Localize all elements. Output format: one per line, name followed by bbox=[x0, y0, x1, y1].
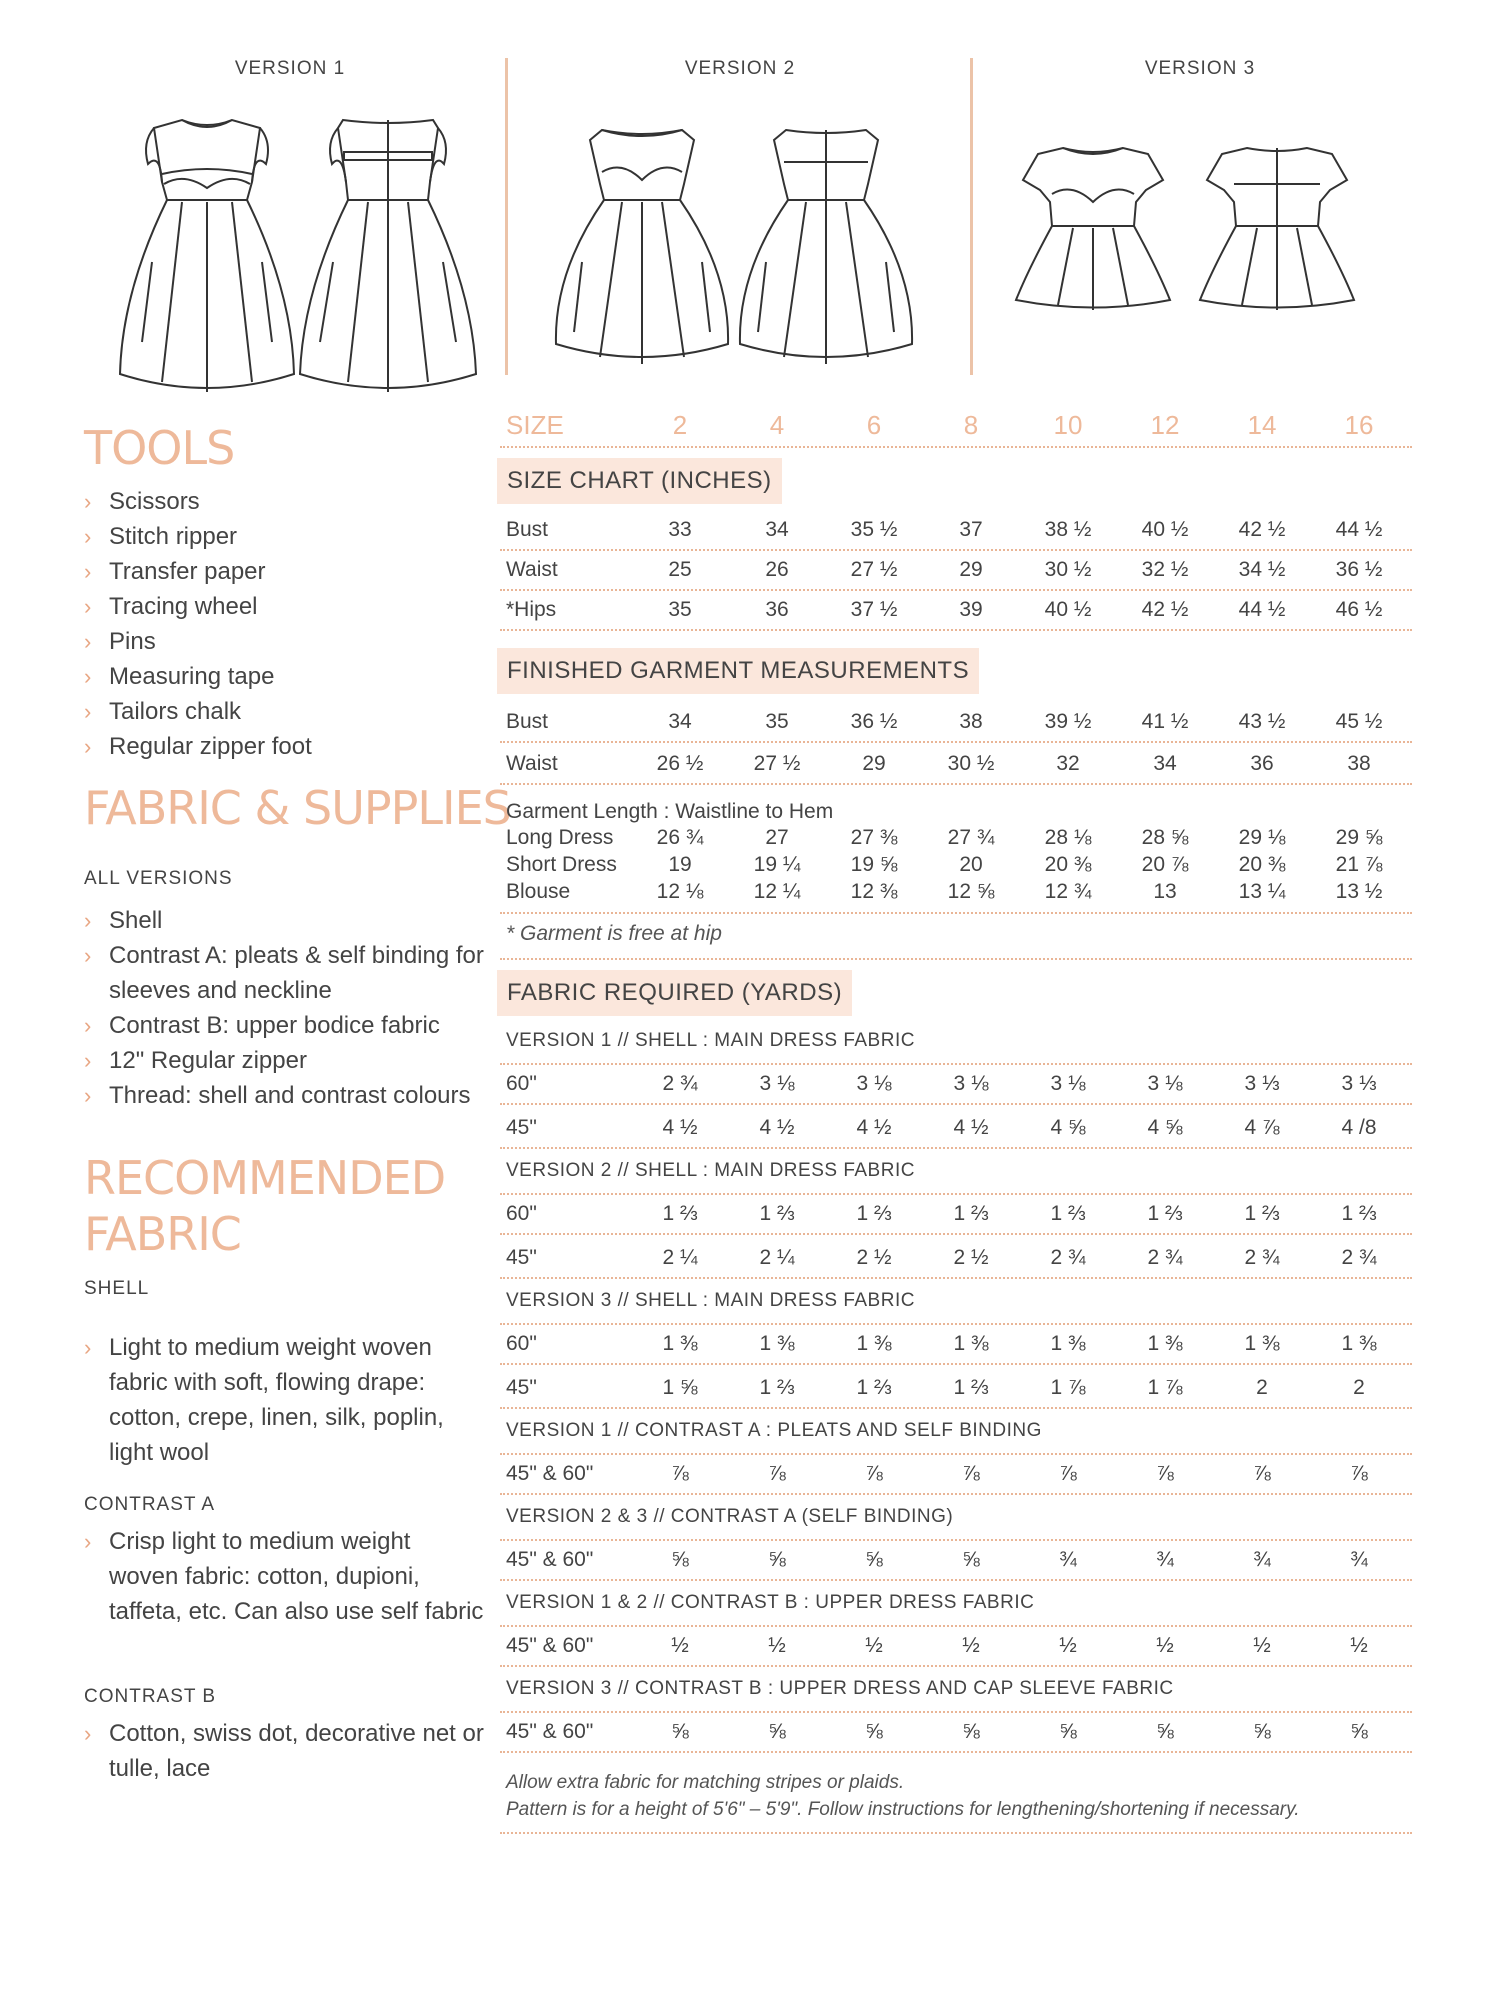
divider bbox=[500, 1453, 1412, 1455]
table-cell: 36 bbox=[1250, 752, 1274, 775]
table-cell: 1 ⅞ bbox=[1147, 1376, 1183, 1399]
table-cell: 2 ¾ bbox=[1244, 1246, 1280, 1269]
fabric-group-label: VERSION 1 // CONTRAST A : PLEATS AND SELF BINDING bbox=[506, 1420, 1042, 1441]
size-10: 10 bbox=[1053, 410, 1083, 440]
table-cell: 4 ½ bbox=[759, 1116, 795, 1139]
divider bbox=[500, 629, 1412, 631]
table-cell: 3 ⅓ bbox=[1244, 1072, 1280, 1095]
table-cell: 3 ⅛ bbox=[856, 1072, 892, 1095]
table-cell: ¾ bbox=[1156, 1548, 1174, 1571]
table-cell: 27 ⅜ bbox=[850, 826, 898, 849]
table-cell: ⅞ bbox=[1059, 1462, 1077, 1485]
divider bbox=[500, 1493, 1412, 1495]
table-cell: 34 bbox=[765, 518, 789, 541]
table-cell: ½ bbox=[768, 1634, 786, 1657]
table-cell: 2 ¾ bbox=[662, 1072, 698, 1095]
table-cell: 4 ⅝ bbox=[1147, 1116, 1183, 1139]
table-cell: 4 ½ bbox=[662, 1116, 698, 1139]
divider bbox=[500, 446, 1412, 448]
fabric-group-label: VERSION 2 & 3 // CONTRAST A (SELF BINDING) bbox=[506, 1506, 954, 1527]
table-cell: 1 ⅜ bbox=[856, 1332, 892, 1355]
supplies-list bbox=[84, 903, 494, 1113]
recommended-fabric-heading-line1: RECOMMENDED bbox=[84, 1151, 446, 1205]
table-cell: 42 ½ bbox=[1238, 518, 1286, 541]
tools-heading: TOOLS bbox=[84, 421, 235, 475]
divider bbox=[500, 549, 1412, 551]
table-cell: ⅞ bbox=[865, 1462, 883, 1485]
size-2: 2 bbox=[672, 410, 688, 440]
table-cell: ⅝ bbox=[1059, 1720, 1077, 1743]
divider bbox=[500, 1233, 1412, 1235]
table-cell: ½ bbox=[962, 1634, 980, 1657]
version-2-label: VERSION 2 bbox=[684, 58, 796, 79]
table-cell: ⅞ bbox=[962, 1462, 980, 1485]
table-cell: ½ bbox=[1156, 1634, 1174, 1657]
table-cell: 1 ⅔ bbox=[953, 1376, 989, 1399]
table-cell: 40 ½ bbox=[1044, 598, 1092, 621]
table-cell: 35 ½ bbox=[850, 518, 898, 541]
table-cell: 45 ½ bbox=[1335, 710, 1383, 733]
divider bbox=[500, 1539, 1412, 1541]
table-cell: 1 ⅔ bbox=[1147, 1202, 1183, 1225]
version-2-front-dress-illustration bbox=[552, 122, 732, 372]
contrast-a-fabric-list bbox=[84, 1524, 484, 1629]
divider bbox=[500, 783, 1412, 785]
version-1-front-dress-illustration bbox=[112, 112, 302, 402]
divider bbox=[500, 1277, 1412, 1279]
table-cell: 20 ⅜ bbox=[1238, 853, 1286, 876]
fabric-supplies-heading: FABRIC & SUPPLIES bbox=[84, 781, 511, 835]
table-cell: 1 ⅞ bbox=[1050, 1376, 1086, 1399]
table-cell: 19 ⅝ bbox=[850, 853, 898, 876]
version-3-label: VERSION 3 bbox=[1144, 58, 1256, 79]
table-cell: 29 bbox=[862, 752, 886, 775]
size-chart-title: SIZE CHART (INCHES) bbox=[497, 458, 782, 504]
table-cell: 1 ⅜ bbox=[759, 1332, 795, 1355]
row-label: Bust bbox=[506, 710, 549, 733]
table-cell: 12 ¼ bbox=[753, 880, 801, 903]
list-item: › Stitch ripper bbox=[84, 519, 494, 554]
divider bbox=[500, 1625, 1412, 1627]
table-cell: 2 bbox=[1256, 1376, 1268, 1399]
table-cell: 37 ½ bbox=[850, 598, 898, 621]
table-cell: 28 ⅝ bbox=[1141, 826, 1189, 849]
table-cell: 43 ½ bbox=[1238, 710, 1286, 733]
row-label: 60" bbox=[506, 1072, 537, 1095]
table-cell: 19 bbox=[668, 853, 692, 876]
row-label: 45" & 60" bbox=[506, 1634, 594, 1657]
table-cell: 2 ½ bbox=[953, 1246, 989, 1269]
table-cell: 2 ¼ bbox=[759, 1246, 795, 1269]
table-cell: 12 ⅝ bbox=[947, 880, 995, 903]
table-cell: 13 bbox=[1153, 880, 1177, 903]
table-cell: ⅞ bbox=[768, 1462, 786, 1485]
table-cell: 1 ⅝ bbox=[662, 1376, 698, 1399]
contrast-b-fabric-list bbox=[84, 1716, 484, 1786]
table-cell: 27 ½ bbox=[753, 752, 801, 775]
list-item: › Tracing wheel bbox=[84, 589, 494, 624]
table-cell: 12 ¾ bbox=[1044, 880, 1092, 903]
table-cell: 3 ⅛ bbox=[1147, 1072, 1183, 1095]
shell-subheading: SHELL bbox=[84, 1278, 150, 1299]
table-cell: 4 ⅞ bbox=[1244, 1116, 1280, 1139]
list-item: › Light to medium weight woven fabric with soft, flowing drape: cotton, crepe, linen, silk, poplin, light wool bbox=[84, 1330, 484, 1470]
table-cell: ½ bbox=[1253, 1634, 1271, 1657]
list-item: › Shell bbox=[84, 903, 494, 938]
tools-list bbox=[84, 484, 494, 764]
garment-length-title: Garment Length : Waistline to Hem bbox=[506, 800, 834, 823]
table-cell: 2 ½ bbox=[856, 1246, 892, 1269]
list-item: › Tailors chalk bbox=[84, 694, 494, 729]
footnote-height: Pattern is for a height of 5'6" – 5'9". Follow instructions for lengthening/shortening if necessary. bbox=[506, 1799, 1300, 1820]
table-cell: 32 bbox=[1056, 752, 1080, 775]
row-label: 60" bbox=[506, 1332, 537, 1355]
table-cell: 44 ½ bbox=[1335, 518, 1383, 541]
finished-measurements-title: FINISHED GARMENT MEASUREMENTS bbox=[497, 648, 979, 694]
list-item: › Thread: shell and contrast colours bbox=[84, 1078, 494, 1113]
list-item: › Regular zipper foot bbox=[84, 729, 494, 764]
list-item: › 12" Regular zipper bbox=[84, 1043, 494, 1078]
size-8: 8 bbox=[963, 410, 979, 440]
row-label: Bust bbox=[506, 518, 549, 541]
table-cell: 1 ⅜ bbox=[1244, 1332, 1280, 1355]
list-item: › Contrast B: upper bodice fabric bbox=[84, 1008, 494, 1043]
list-item: › Contrast A: pleats & self binding for sleeves and neckline bbox=[84, 938, 494, 1008]
table-cell: ¾ bbox=[1350, 1548, 1368, 1571]
row-label: 45" bbox=[506, 1116, 537, 1139]
size-4: 4 bbox=[769, 410, 785, 440]
table-cell: ⅞ bbox=[671, 1462, 689, 1485]
table-cell: 2 bbox=[1353, 1376, 1365, 1399]
divider bbox=[500, 1063, 1412, 1065]
table-cell: ⅝ bbox=[671, 1548, 689, 1571]
table-cell: 12 ⅛ bbox=[656, 880, 704, 903]
table-cell: 1 ⅔ bbox=[856, 1202, 892, 1225]
table-cell: 26 bbox=[765, 558, 789, 581]
row-label: *Hips bbox=[506, 598, 557, 621]
table-cell: 27 ¾ bbox=[947, 826, 995, 849]
row-label: Short Dress bbox=[506, 853, 617, 876]
table-cell: 13 ¼ bbox=[1238, 880, 1286, 903]
row-label: 45" bbox=[506, 1376, 537, 1399]
row-label: 45" & 60" bbox=[506, 1548, 594, 1571]
table-cell: 32 ½ bbox=[1141, 558, 1189, 581]
table-cell: ½ bbox=[671, 1634, 689, 1657]
table-cell: 35 bbox=[668, 598, 692, 621]
table-cell: 40 ½ bbox=[1141, 518, 1189, 541]
hip-note: * Garment is free at hip bbox=[506, 922, 722, 945]
table-cell: 38 bbox=[1347, 752, 1371, 775]
table-cell: ⅞ bbox=[1156, 1462, 1174, 1485]
table-cell: 1 ⅜ bbox=[953, 1332, 989, 1355]
table-cell: 2 ¼ bbox=[662, 1246, 698, 1269]
table-cell: ⅝ bbox=[865, 1720, 883, 1743]
table-cell: 1 ⅔ bbox=[856, 1376, 892, 1399]
table-cell: 1 ⅔ bbox=[1341, 1202, 1377, 1225]
fabric-group-label: VERSION 1 & 2 // CONTRAST B : UPPER DRESS FABRIC bbox=[506, 1592, 1035, 1613]
size-header-label: SIZE bbox=[506, 410, 564, 440]
table-cell: 3 ⅛ bbox=[759, 1072, 795, 1095]
divider bbox=[500, 1363, 1412, 1365]
table-cell: 27 ½ bbox=[850, 558, 898, 581]
table-cell: 39 ½ bbox=[1044, 710, 1092, 733]
table-cell: 36 bbox=[765, 598, 789, 621]
table-cell: 13 ½ bbox=[1335, 880, 1383, 903]
table-cell: 27 bbox=[765, 826, 789, 849]
table-cell: 44 ½ bbox=[1238, 598, 1286, 621]
table-cell: 29 bbox=[959, 558, 983, 581]
fabric-group-label: VERSION 3 // CONTRAST B : UPPER DRESS AND CAP SLEEVE FABRIC bbox=[506, 1678, 1174, 1699]
table-cell: 41 ½ bbox=[1141, 710, 1189, 733]
table-cell: 3 ⅓ bbox=[1341, 1072, 1377, 1095]
table-cell: ½ bbox=[1059, 1634, 1077, 1657]
table-cell: 20 ⅜ bbox=[1044, 853, 1092, 876]
divider bbox=[500, 1832, 1412, 1834]
all-versions-subheading: ALL VERSIONS bbox=[84, 868, 233, 889]
divider bbox=[500, 1751, 1412, 1753]
version-3-front-blouse-illustration bbox=[1008, 140, 1178, 320]
table-cell: 39 bbox=[959, 598, 983, 621]
version-1-label: VERSION 1 bbox=[234, 58, 346, 79]
version-1-back-dress-illustration bbox=[288, 112, 488, 402]
list-item: › Measuring tape bbox=[84, 659, 494, 694]
table-cell: 29 ⅛ bbox=[1238, 826, 1286, 849]
table-cell: 30 ½ bbox=[1044, 558, 1092, 581]
table-cell: 1 ⅔ bbox=[662, 1202, 698, 1225]
divider bbox=[500, 1665, 1412, 1667]
table-cell: 4 ⅝ bbox=[1050, 1116, 1086, 1139]
table-cell: ⅝ bbox=[962, 1548, 980, 1571]
table-cell: 2 ¾ bbox=[1341, 1246, 1377, 1269]
table-cell: 19 ¼ bbox=[753, 853, 801, 876]
table-cell: 1 ⅔ bbox=[759, 1202, 795, 1225]
table-cell: 12 ⅜ bbox=[850, 880, 898, 903]
table-cell: 26 ½ bbox=[656, 752, 704, 775]
size-14: 14 bbox=[1247, 410, 1277, 440]
divider bbox=[500, 1579, 1412, 1581]
list-item: › Transfer paper bbox=[84, 554, 494, 589]
table-cell: 46 ½ bbox=[1335, 598, 1383, 621]
table-cell: ½ bbox=[1350, 1634, 1368, 1657]
table-cell: 4 ½ bbox=[953, 1116, 989, 1139]
table-cell: 28 ⅛ bbox=[1044, 826, 1092, 849]
table-cell: ½ bbox=[865, 1634, 883, 1657]
table-cell: 36 ½ bbox=[1335, 558, 1383, 581]
table-cell: ⅝ bbox=[962, 1720, 980, 1743]
row-label: Waist bbox=[506, 558, 558, 581]
table-cell: 33 bbox=[668, 518, 692, 541]
table-cell: 1 ⅔ bbox=[1244, 1202, 1280, 1225]
table-cell: ⅝ bbox=[671, 1720, 689, 1743]
table-cell: 42 ½ bbox=[1141, 598, 1189, 621]
contrast-b-subheading: CONTRAST B bbox=[84, 1686, 217, 1707]
table-cell: ⅞ bbox=[1253, 1462, 1271, 1485]
table-cell: 1 ⅜ bbox=[662, 1332, 698, 1355]
list-item: › Cotton, swiss dot, decorative net or tulle, lace bbox=[84, 1716, 484, 1786]
version-divider-2 bbox=[970, 58, 973, 375]
table-cell: ¾ bbox=[1253, 1548, 1271, 1571]
row-label: 45" & 60" bbox=[506, 1462, 594, 1485]
table-cell: 34 bbox=[668, 710, 692, 733]
table-cell: 34 ½ bbox=[1238, 558, 1286, 581]
table-cell: 3 ⅛ bbox=[1050, 1072, 1086, 1095]
divider bbox=[500, 741, 1412, 743]
table-cell: 38 ½ bbox=[1044, 518, 1092, 541]
divider bbox=[500, 912, 1412, 914]
divider bbox=[500, 1147, 1412, 1149]
table-cell: ⅝ bbox=[1253, 1720, 1271, 1743]
fabric-group-label: VERSION 2 // SHELL : MAIN DRESS FABRIC bbox=[506, 1160, 915, 1181]
table-cell: 2 ¾ bbox=[1147, 1246, 1183, 1269]
fabric-required-title: FABRIC REQUIRED (YARDS) bbox=[497, 970, 852, 1016]
shell-fabric-list bbox=[84, 1330, 484, 1470]
table-cell: ⅝ bbox=[865, 1548, 883, 1571]
version-3-back-blouse-illustration bbox=[1192, 140, 1362, 320]
table-cell: 35 bbox=[765, 710, 789, 733]
table-cell: ⅞ bbox=[1350, 1462, 1368, 1485]
table-cell: ⅝ bbox=[1156, 1720, 1174, 1743]
table-cell: 2 ¾ bbox=[1050, 1246, 1086, 1269]
divider bbox=[500, 958, 1412, 960]
table-cell: 21 ⅞ bbox=[1335, 853, 1383, 876]
list-item: › Pins bbox=[84, 624, 494, 659]
contrast-a-subheading: CONTRAST A bbox=[84, 1494, 216, 1515]
divider bbox=[500, 1193, 1412, 1195]
table-cell: 30 ½ bbox=[947, 752, 995, 775]
divider bbox=[500, 1323, 1412, 1325]
size-16: 16 bbox=[1344, 410, 1374, 440]
table-cell: 1 ⅔ bbox=[1050, 1202, 1086, 1225]
table-cell: ⅝ bbox=[768, 1720, 786, 1743]
table-cell: ⅝ bbox=[768, 1548, 786, 1571]
table-cell: ⅝ bbox=[1350, 1720, 1368, 1743]
version-2-back-dress-illustration bbox=[736, 122, 916, 372]
table-cell: ¾ bbox=[1059, 1548, 1077, 1571]
row-label: Blouse bbox=[506, 880, 571, 903]
table-cell: 26 ¾ bbox=[656, 826, 704, 849]
table-cell: 1 ⅔ bbox=[759, 1376, 795, 1399]
divider bbox=[500, 1407, 1412, 1409]
divider bbox=[500, 1103, 1412, 1105]
version-divider-1 bbox=[505, 58, 508, 375]
row-label: Long Dress bbox=[506, 826, 614, 849]
size-6: 6 bbox=[866, 410, 882, 440]
table-cell: 34 bbox=[1153, 752, 1177, 775]
row-label: Waist bbox=[506, 752, 558, 775]
size-12: 12 bbox=[1150, 410, 1180, 440]
table-cell: 20 bbox=[959, 853, 983, 876]
divider bbox=[500, 589, 1412, 591]
list-item: › Crisp light to medium weight woven fabric: cotton, dupioni, taffeta, etc. Can also use self fabric bbox=[84, 1524, 484, 1629]
recommended-fabric-heading-line2: FABRIC bbox=[84, 1207, 241, 1261]
table-cell: 37 bbox=[959, 518, 983, 541]
row-label: 45" & 60" bbox=[506, 1720, 594, 1743]
table-cell: 38 bbox=[959, 710, 983, 733]
fabric-group-label: VERSION 1 // SHELL : MAIN DRESS FABRIC bbox=[506, 1030, 915, 1051]
table-cell: 29 ⅝ bbox=[1335, 826, 1383, 849]
table-cell: 4 /8 bbox=[1341, 1116, 1377, 1139]
table-cell: 1 ⅔ bbox=[953, 1202, 989, 1225]
table-cell: 1 ⅜ bbox=[1050, 1332, 1086, 1355]
table-cell: 4 ½ bbox=[856, 1116, 892, 1139]
divider bbox=[500, 1711, 1412, 1713]
table-cell: 1 ⅜ bbox=[1341, 1332, 1377, 1355]
table-cell: 1 ⅜ bbox=[1147, 1332, 1183, 1355]
table-cell: 3 ⅛ bbox=[953, 1072, 989, 1095]
footnote-stripes: Allow extra fabric for matching stripes or plaids. bbox=[506, 1772, 905, 1793]
table-cell: 20 ⅞ bbox=[1141, 853, 1189, 876]
row-label: 45" bbox=[506, 1246, 537, 1269]
list-item: › Scissors bbox=[84, 484, 494, 519]
table-cell: 36 ½ bbox=[850, 710, 898, 733]
table-cell: 25 bbox=[668, 558, 692, 581]
fabric-group-label: VERSION 3 // SHELL : MAIN DRESS FABRIC bbox=[506, 1290, 915, 1311]
row-label: 60" bbox=[506, 1202, 537, 1225]
